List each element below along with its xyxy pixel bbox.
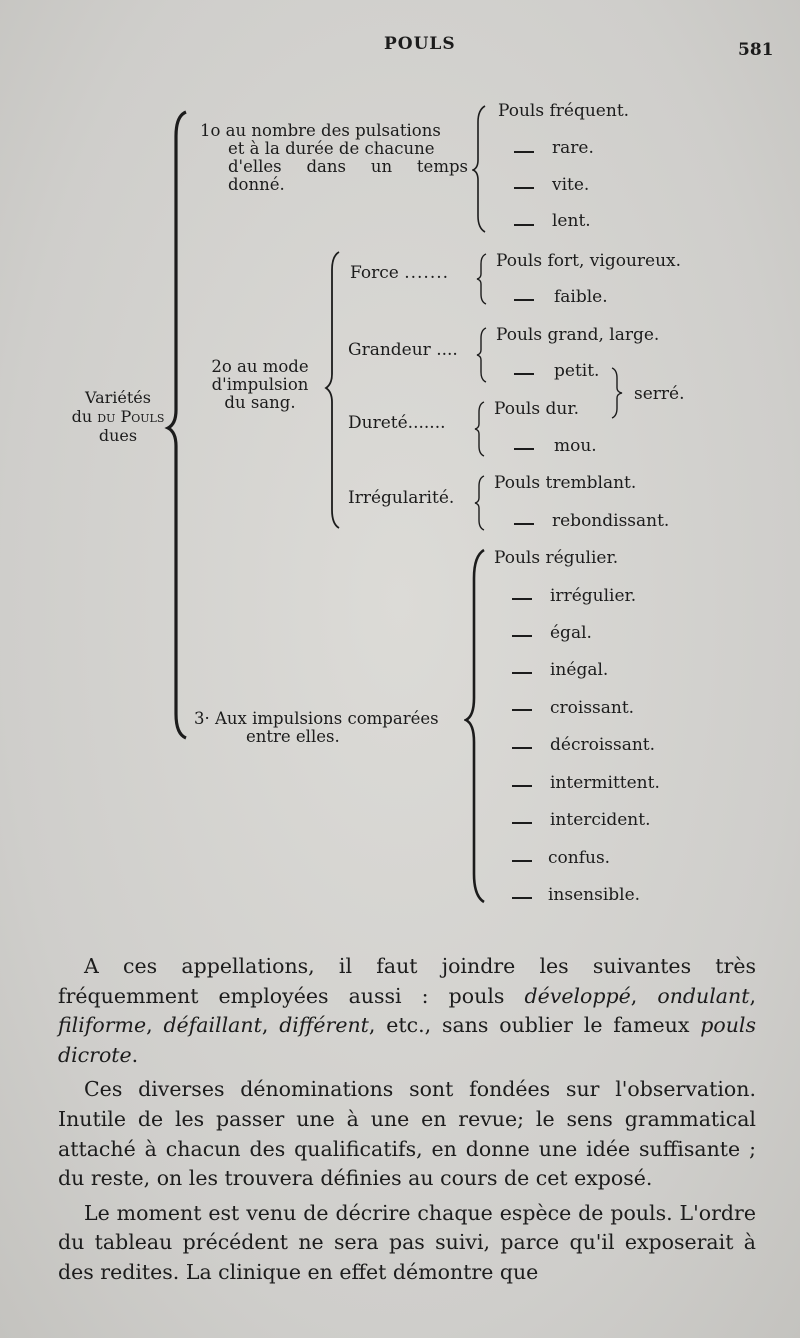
italic-term: pouls dicrote bbox=[58, 1013, 756, 1067]
group3-item: croissant. bbox=[550, 698, 635, 718]
ditto-dash bbox=[512, 747, 532, 749]
group2-brace bbox=[324, 250, 342, 530]
ditto-dash bbox=[514, 151, 534, 153]
group2-line: d'impulsion bbox=[211, 375, 309, 394]
group3-line: entre elles. bbox=[246, 727, 340, 746]
ditto-dash bbox=[512, 598, 532, 600]
force-item: Pouls fort, vigoureux. bbox=[496, 251, 682, 271]
ditto-dash bbox=[514, 224, 534, 226]
group2-line: du sang. bbox=[224, 393, 296, 412]
ditto-dash bbox=[514, 448, 534, 450]
irregularite-brace bbox=[474, 474, 486, 532]
durete-text: Dureté bbox=[348, 413, 408, 433]
italic-term: différent bbox=[279, 1013, 369, 1038]
group1-line: 1o au nombre des pulsations bbox=[200, 121, 441, 140]
group2-label bbox=[198, 358, 322, 412]
group3-line: 3· Aux impulsions comparées bbox=[194, 709, 439, 728]
page-number: 581 bbox=[738, 40, 774, 60]
paragraph-3: Le moment est venu de décrire chaque espèce de pouls. L'ordre du tableau précédent ne sera pas suivi, parce qu'il exposerait à des redites. La clinique en effet démontre que bbox=[58, 1200, 756, 1284]
group3-item: décroissant. bbox=[550, 735, 656, 755]
ditto-dash bbox=[512, 860, 532, 862]
root-line: dues bbox=[98, 426, 138, 445]
group3-item: confus. bbox=[548, 848, 611, 868]
body-text bbox=[58, 952, 756, 1288]
group1-brace bbox=[472, 104, 488, 234]
main-brace bbox=[164, 110, 190, 740]
durete-item: mou. bbox=[554, 436, 597, 456]
group1-item: vite. bbox=[552, 175, 590, 195]
text-run: , bbox=[261, 1013, 280, 1038]
durete-label bbox=[348, 414, 446, 432]
ditto-dash bbox=[514, 373, 534, 375]
irregularite-item: Pouls tremblant. bbox=[494, 473, 637, 493]
group3-item: égal. bbox=[550, 623, 592, 643]
text-run: , bbox=[749, 983, 756, 1008]
leader-dots: ....... bbox=[407, 413, 446, 433]
grandeur-brace bbox=[476, 326, 488, 384]
force-item: faible. bbox=[554, 287, 608, 307]
paragraph-2: Ces diverses dénominations sont fondées sur l'observation. Inutile de les passer une à une en revue; le sens grammatical attaché à chacun des qualificatifs, en donne une idée suffisante ; du reste, on les trouvera définies au cours de cet exposé. bbox=[58, 1077, 756, 1191]
grandeur-item: petit. bbox=[554, 361, 600, 381]
text-run: , etc., sans oublier le fameux bbox=[368, 1013, 701, 1038]
paragraph-1 bbox=[58, 952, 756, 1070]
group1-line: et à la durée de chacune bbox=[228, 139, 435, 158]
italic-term: défaillant bbox=[163, 1013, 262, 1038]
group3-label bbox=[194, 710, 484, 746]
ditto-dash bbox=[512, 635, 532, 637]
serre-label: serré. bbox=[634, 384, 685, 404]
group3-item: intercident. bbox=[550, 810, 651, 830]
ditto-dash bbox=[512, 672, 532, 674]
group3-item: insensible. bbox=[548, 885, 641, 905]
irregularite-item: rebondissant. bbox=[552, 511, 670, 531]
leader-dots: .... bbox=[436, 340, 458, 360]
durete-brace bbox=[474, 400, 486, 458]
ditto-dash bbox=[514, 523, 534, 525]
force-text: Force bbox=[350, 263, 399, 283]
root-line: du du Pouls bbox=[71, 407, 165, 426]
group1-line: d'elles dans un temps bbox=[228, 157, 468, 176]
ditto-dash bbox=[512, 785, 532, 787]
group3-item: Pouls régulier. bbox=[494, 548, 619, 568]
group3-item: irrégulier. bbox=[550, 586, 637, 606]
grandeur-label bbox=[348, 341, 458, 359]
italic-term: filiforme bbox=[58, 1013, 147, 1038]
group3-item: intermittent. bbox=[550, 773, 660, 793]
root-word: du Pouls bbox=[97, 407, 165, 426]
italic-term: développé bbox=[524, 983, 631, 1008]
irregularite-label: Irrégularité. bbox=[348, 488, 455, 508]
italic-term: ondulant bbox=[657, 983, 750, 1008]
leader-dots: ....... bbox=[404, 263, 450, 283]
group1-item: rare. bbox=[552, 138, 594, 158]
ditto-dash bbox=[512, 709, 532, 711]
ditto-dash bbox=[514, 187, 534, 189]
group1-item: lent. bbox=[552, 211, 591, 231]
group3-item: inégal. bbox=[550, 660, 609, 680]
text-run: , bbox=[630, 983, 658, 1008]
group1-item: Pouls fréquent. bbox=[498, 101, 630, 121]
group2-line: 2o au mode bbox=[211, 357, 309, 376]
ditto-dash bbox=[514, 299, 534, 301]
ditto-dash bbox=[512, 822, 532, 824]
force-label bbox=[350, 264, 449, 282]
running-head: POULS bbox=[384, 34, 456, 54]
group3-brace bbox=[464, 548, 488, 904]
root-line: Variétés bbox=[85, 388, 151, 407]
ditto-dash bbox=[512, 897, 532, 899]
durete-item: Pouls dur. bbox=[494, 399, 579, 419]
grandeur-text: Grandeur bbox=[348, 340, 431, 360]
force-brace bbox=[476, 252, 488, 306]
text-run: , bbox=[146, 1013, 164, 1038]
text-run: . bbox=[131, 1042, 139, 1067]
group1-line: donné. bbox=[228, 175, 285, 194]
group1-label bbox=[200, 122, 468, 194]
root-label bbox=[64, 388, 172, 445]
grandeur-item: Pouls grand, large. bbox=[496, 325, 660, 345]
text-run: A ces appellations, il faut joindre les suivantes très fréquemment employées aussi : pouls bbox=[58, 954, 756, 1008]
serre-brace bbox=[610, 366, 624, 420]
